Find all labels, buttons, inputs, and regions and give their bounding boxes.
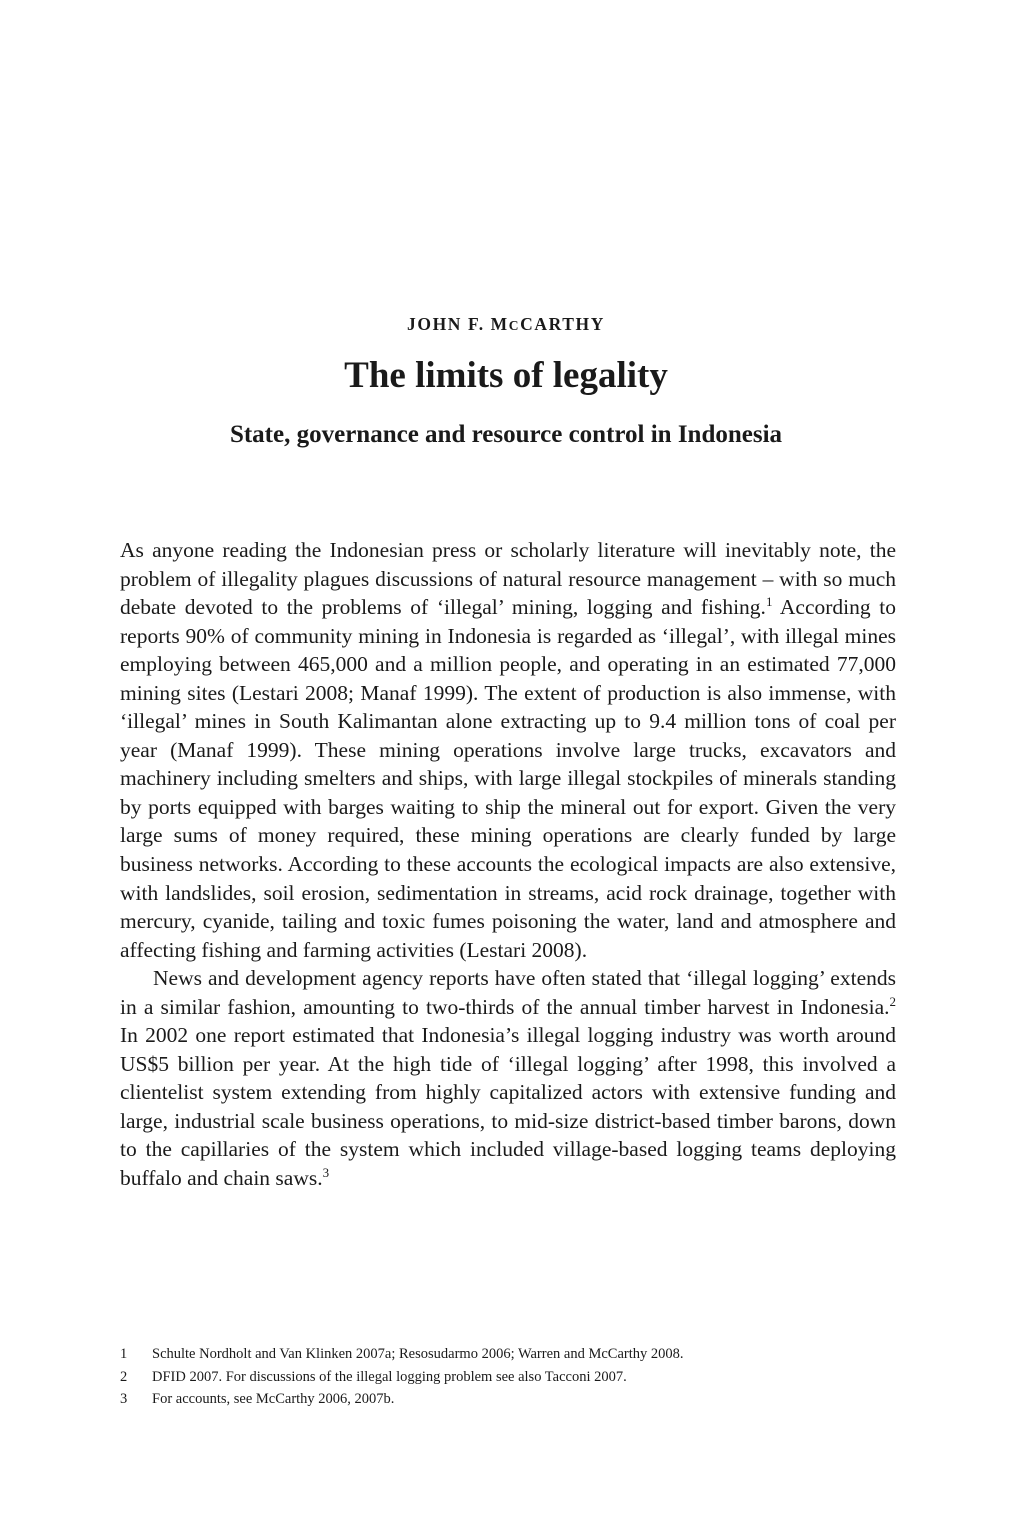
paragraph-1-text-b: According to reports 90% of community mining in Indonesia is regarded as ‘illegal’, with illegal mines employing between 465,000 and a million people, and operating in an estimated 77,000 mining sites (Lestari 2008; Manaf 1999). The extent of production is also immense, with ‘illegal’ mines in South Kalimantan alone extracting up to 9.4 million tons of coal per year (Manaf 1999). These mining operations involve large trucks, excavators and machinery including smelters and ships, with large illegal stockpiles of minerals standing by ports equipped with barges waiting to ship the mineral out for export. Given the very large sums of money required, these mining operations are clearly funded by large business networks. According to these accounts the ecological impacts are also extensive, with landslides, soil erosion, sedimentation in streams, acid rock drainage, together with mercury, cyanide, tailing and toxic fumes poisoning the water, land and atmosphere and affecting fishing and farming activities (Lestari 2008).: [120, 595, 896, 962]
footnote-ref-3: 3: [322, 1164, 330, 1180]
chapter-title: The limits of legality: [344, 355, 668, 396]
paragraph-2: [120, 964, 896, 1192]
body-text: [120, 536, 896, 1193]
footnote-2: [120, 1366, 896, 1389]
author-name: [0, 312, 1012, 338]
footnote-text: Schulte Nordholt and Van Klinken 2007a; Resosudarmo 2006; Warren and McCarthy 2008.: [152, 1346, 684, 1362]
footnote-1: [120, 1343, 896, 1366]
chapter-subtitle: State, governance and resource control in Indonesia: [229, 421, 783, 448]
author-name-part-2: CARTHY: [520, 314, 605, 334]
footnote-number: 3: [120, 1391, 128, 1407]
author-name-part-1: JOHN F. M: [407, 314, 509, 334]
paragraph-1: [120, 536, 896, 964]
footnote-ref-1: 1: [765, 593, 773, 609]
paragraph-2-text-b: In 2002 one report estimated that Indonesia’s illegal logging industry was worth around US$5 billion per year. At the high tide of ‘illegal logging’ after 1998, this involved a clientelist system extending from highly capitalized actors with extensive funding and large, industrial scale business operations, to mid-size district-based timber barons, down to the capillaries of the system which included village-based logging teams deploying buffalo and chain saws.: [120, 1023, 896, 1191]
footnotes: [120, 1343, 896, 1411]
footnote-ref-2: 2: [889, 993, 896, 1009]
footnote-number: 1: [120, 1346, 128, 1362]
footnote-text: DFID 2007. For discussions of the illegal logging problem see also Tacconi 2007.: [152, 1368, 627, 1385]
footnote-text: For accounts, see McCarthy 2006, 2007b.: [152, 1391, 395, 1407]
paragraph-2-text-a: News and development agency reports have often stated that ‘illegal logging’ extends in a similar fashion, amounting to two-thirds of the annual timber harvest in Indonesia.: [120, 966, 896, 1019]
footnote-number: 2: [120, 1368, 128, 1385]
footnote-3: [120, 1388, 896, 1411]
paragraph-1-text-a: As anyone reading the Indonesian press or scholarly literature will inevitably note, the problem of illegality plagues discussions of natural resource management – with so much debate devoted to the problems of ‘illegal’ mining, logging and fishing.: [120, 538, 896, 620]
author-name-small-cap: C: [508, 318, 521, 333]
